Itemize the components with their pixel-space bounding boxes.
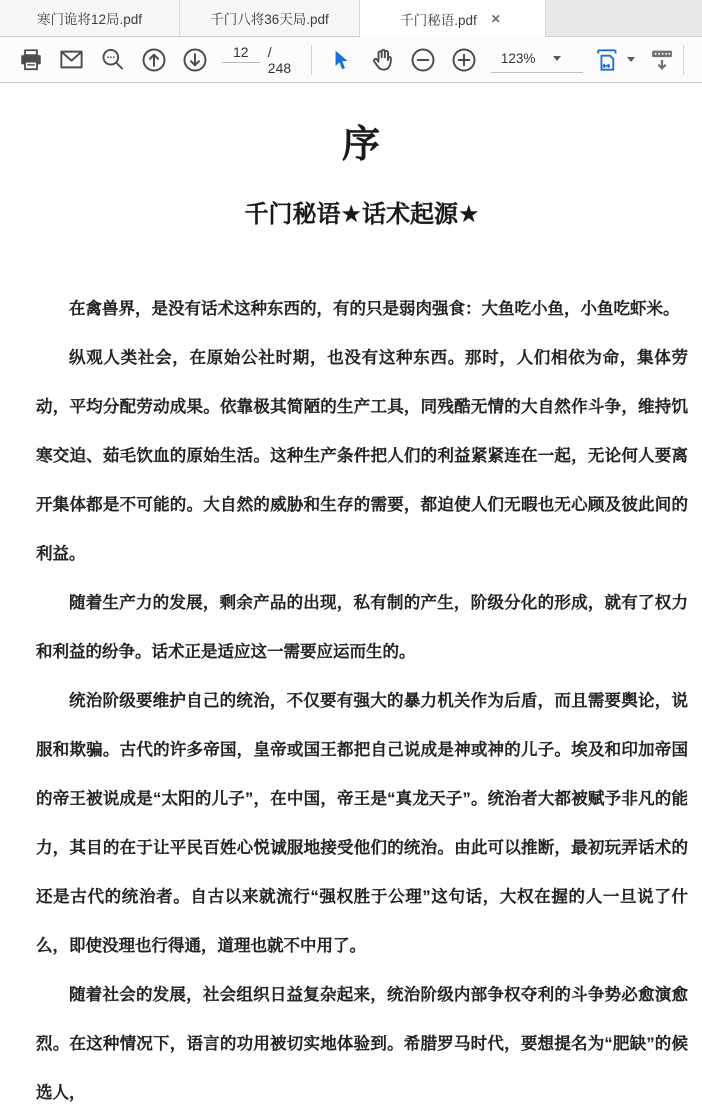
hide-toolbar-icon: [648, 46, 676, 74]
pdf-page-view[interactable]: [0, 83, 702, 1102]
tab-qianmen-miyu-active[interactable]: [360, 0, 546, 38]
select-tool-icon: [328, 47, 354, 73]
page-up-icon: [140, 46, 168, 74]
hand-tool-icon: [369, 46, 396, 73]
fit-width-icon: [595, 46, 623, 74]
pdf-page: [0, 83, 702, 1118]
chevron-down-icon: [627, 57, 635, 62]
zoom-level-value: 123%: [500, 50, 536, 66]
paragraph: 随着生产力的发展，剩余产品的出现，私有制的产生，阶级分化的形成，就有了权力和利益的纷争。话术正是适应这一需要应运而生的。: [36, 594, 688, 661]
email-icon: [58, 46, 85, 73]
tab-qianmen-bajiang[interactable]: [180, 0, 360, 36]
search-button[interactable]: [93, 41, 132, 79]
zoom-level-dropdown[interactable]: [491, 47, 583, 73]
zoom-in-icon: [450, 46, 478, 74]
zoom-in-button[interactable]: [445, 41, 484, 79]
tab-hanmen-guijiang[interactable]: [0, 0, 180, 36]
page-count-label: / 248: [267, 43, 292, 76]
toolbar-separator: [683, 45, 684, 75]
document-tab-bar: [0, 0, 702, 37]
hide-toolbar-button[interactable]: [643, 41, 682, 79]
tab-label: 千门八将36天局.pdf: [210, 12, 329, 27]
page-down-icon: [181, 46, 209, 74]
print-button[interactable]: [11, 41, 50, 79]
paragraph: 纵观人类社会，在原始公社时期，也没有这种东西。那时，人们相依为命，集体劳动，平均分配劳动成果。依靠极其简陋的生产工具，同残酷无情的大自然作斗争，维持饥寒交迫、茹毛饮血的原始生活。这种生产条件把人们的利益紧紧连在一起，无论何人要离开集体都是不可能的。大自然的威胁和生存的需要，都迫使人们无暇也无心顾及彼此间的利益。: [36, 349, 688, 563]
tab-strip-empty-area: [546, 0, 702, 36]
chevron-down-icon: [553, 56, 561, 61]
toolbar-separator: [311, 45, 312, 75]
paragraph: 随着社会的发展，社会组织日益复杂起来，统治阶级内部争权夺利的斗争势必愈演愈烈。在这种情况下，语言的功用被切实地体验到。希腊罗马时代，要想提名为“肥缺”的候选人，: [36, 986, 688, 1102]
select-tool-button[interactable]: [321, 41, 360, 79]
print-icon: [18, 47, 44, 73]
zoom-out-icon: [409, 46, 437, 74]
pdf-toolbar: [0, 37, 702, 83]
search-icon: [99, 46, 126, 73]
previous-page-button[interactable]: [134, 41, 173, 79]
zoom-out-button[interactable]: [404, 41, 443, 79]
next-page-button[interactable]: [176, 41, 215, 79]
paragraph: 在禽兽界，是没有话术这种东西的，有的只是弱肉强食：大鱼吃小鱼，小鱼吃虾米。: [69, 300, 680, 318]
document-body: [36, 285, 688, 1118]
hand-tool-button[interactable]: [362, 41, 401, 79]
tab-label: 千门秘语.pdf: [400, 12, 477, 28]
email-button[interactable]: [52, 41, 91, 79]
page-title: 序: [341, 124, 382, 166]
page-number-input[interactable]: [222, 44, 260, 63]
fit-width-button[interactable]: [590, 41, 641, 79]
page-navigation: [222, 44, 298, 76]
paragraph: 统治阶级要维护自己的统治，不仅要有强大的暴力机关作为后盾，而且需要舆论，说服和欺骗。古代的许多帝国，皇帝或国王都把自己说成是神或神的儿子。埃及和印加帝国的帝王被说成是“太阳的儿子”，在中国，帝王是“真龙天子”。统治者大都被赋予非凡的能力，其目的在于让平民百姓心悦诚服地接受他们的统治。由此可以推断，最初玩弄话术的还是古代的统治者。自古以来就流行“强权胜于公理”这句话，大权在握的人一旦说了什么，即使没理也行得通，道理也就不中用了。: [36, 692, 688, 955]
tab-label: 寒门诡将12局.pdf: [36, 12, 143, 27]
page-subtitle: 千门秘语★话术起源★: [244, 201, 480, 228]
close-icon[interactable]: ✕: [487, 11, 505, 27]
